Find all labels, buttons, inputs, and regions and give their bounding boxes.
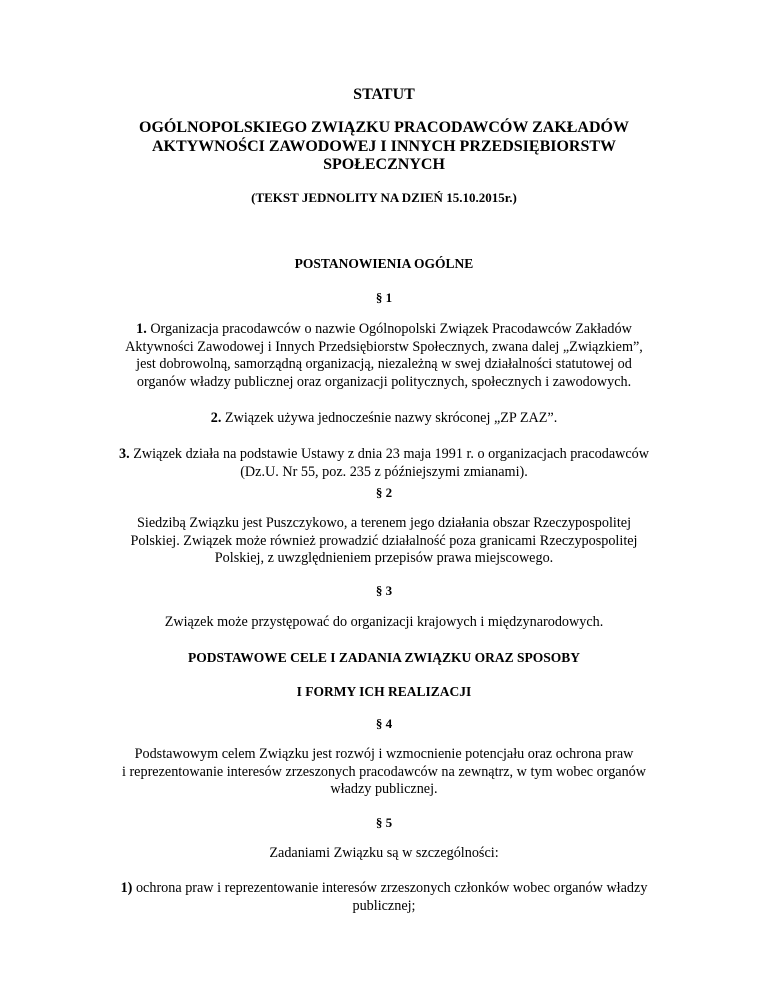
text-line: Podstawowym celem Związku jest rozwój i wzmocnienie potencjału oraz ochrona praw [134, 746, 634, 762]
text-line: Organizacja pracodawców o nazwie Ogólnopolski Związek Pracodawców Zakładów [150, 321, 632, 337]
item-number: 3. [119, 446, 130, 462]
document-subtitle [80, 119, 688, 175]
paragraph-mark-3: § 3 [375, 583, 393, 598]
paragraph-5-intro: Zadaniami Związku są w szczególności: [269, 845, 499, 861]
paragraph-mark-1: § 1 [375, 290, 393, 305]
item-number: 1) [120, 880, 133, 896]
paragraph-2-text [80, 515, 688, 568]
text-line: publicznej; [352, 897, 416, 914]
text-line: Aktywności Zawodowej i Innych Przedsiębiorstw Społecznych, zwana dalej „Związkiem”, [125, 338, 643, 355]
paragraph-1-item-2 [80, 410, 688, 428]
paragraph-mark-4: § 4 [375, 716, 393, 731]
paragraph-mark-2: § 2 [375, 485, 393, 500]
item-number: 2. [210, 410, 222, 426]
paragraph-5-item-1 [80, 880, 688, 915]
subtitle-line: AKTYWNOŚCI ZAWODOWEJ I INNYCH PRZEDSIĘBIORSTW [151, 137, 617, 155]
text-line: (Dz.U. Nr 55, poz. 235 z późniejszymi zmianami). [240, 463, 528, 480]
text-line: władzy publicznej. [330, 781, 438, 797]
text-line: Związek działa na podstawie Ustawy z dnia 23 maja 1991 r. o organizacjach pracodawców [133, 446, 649, 462]
section-heading-general: POSTANOWIENIA OGÓLNE [294, 256, 474, 271]
text-line: Polskiej, z uwzględnieniem przepisów prawa miejscowego. [214, 550, 554, 566]
subtitle-line: SPOŁECZNYCH [323, 156, 445, 173]
text-line: jest dobrowolną, samorządną organizacją, niezależną w swej działalności statutowej od [136, 356, 632, 372]
text-line: organów władzy publicznej oraz organizacji politycznych, społecznych i zawodowych. [136, 373, 632, 390]
document-title: STATUT [353, 86, 415, 103]
paragraph-3-text: Związek może przystępować do organizacji krajowych i międzynarodowych. [164, 614, 604, 630]
text-line: Polskiej. Związek może również prowadzić działalność poza granicami Rzeczypospolitej [130, 532, 638, 549]
item-number: 1. [136, 321, 147, 337]
subtitle-line: OGÓLNOPOLSKIEGO ZWIĄZKU PRACODAWCÓW ZAKŁADÓW [139, 119, 629, 136]
section-heading-goals-line1: PODSTAWOWE CELE I ZADANIA ZWIĄZKU ORAZ SPOSOBY [187, 650, 581, 665]
section-heading-goals-line2: I FORMY ICH REALIZACJI [296, 684, 472, 699]
text-line: Związek używa jednocześnie nazwy skróconej „ZP ZAZ”. [224, 410, 558, 426]
text-line: Siedzibą Związku jest Puszczykowo, a terenem jego działania obszar Rzeczypospolitej [136, 515, 632, 531]
paragraph-1-item-3 [80, 446, 688, 481]
paragraph-4-text [80, 746, 688, 799]
text-line: i reprezentowanie interesów zrzeszonych pracodawców na zewnątrz, w tym wobec organów [121, 763, 647, 780]
consolidated-text-note: (TEKST JEDNOLITY NA DZIEŃ 15.10.2015r.) [251, 190, 517, 205]
text-line: ochrona praw i reprezentowanie interesów zrzeszonych członków wobec organów władzy [135, 880, 648, 896]
paragraph-1-item-1 [80, 321, 688, 391]
paragraph-mark-5: § 5 [375, 815, 393, 830]
